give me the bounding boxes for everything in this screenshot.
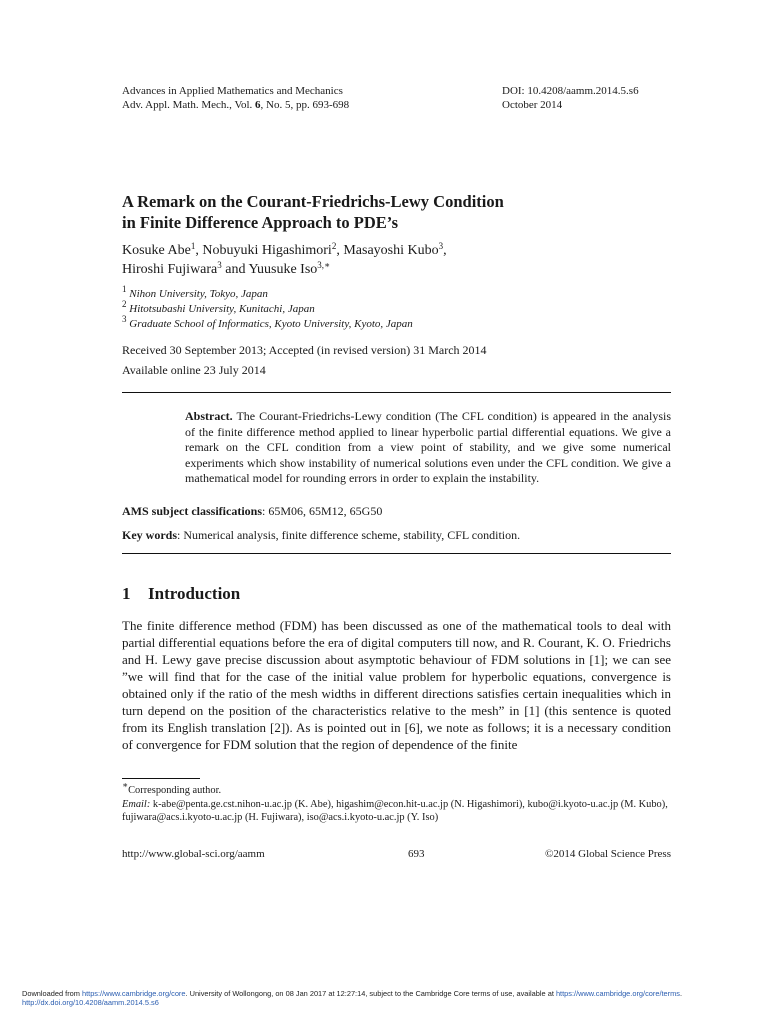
journal-url[interactable]: http://www.global-sci.org/aamm: [122, 848, 265, 860]
bottom-divider: [122, 553, 671, 554]
author-emails: Email: k-abe@penta.ge.cst.nihon-u.ac.jp (K. Abe), higashim@econ.hit-u.ac.jp (N. Higashimori), kubo@i.kyoto-u.ac.jp (M. Kubo), fujiwara@acs.i.kyoto-u.ac.jp (H. Fujiwara), iso@acs.i.kyoto-u.ac.jp (Y. Iso): [122, 798, 668, 823]
footnote: [122, 780, 671, 825]
affiliation-item: $^1$ Nihon University, Tokyo, Japan: [122, 284, 268, 300]
footnote-rule: [122, 778, 200, 779]
cambridge-core-link[interactable]: https://www.cambridge.org/core: [81, 989, 186, 998]
key-words: Key words: Numerical analysis, finite difference scheme, stability, CFL condition.: [122, 528, 521, 542]
abstract-text: The Courant-Friedrichs-Lewy condition (The CFL condition) is appeared in the analysis of the finite difference method applied to linear hyperbolic partial differential equations. We give a remark on the CFL condition from a view point of stability, and we give some numerical experiments which show instability of numerical solutions even under the CFL condition. We give a mathematical model for rounding errors in order to explain the instability.: [185, 409, 671, 486]
author-name: Hiroshi Fujiwara: [122, 262, 218, 277]
online-date: Available online 23 July 2014: [122, 363, 266, 377]
affiliations: [122, 284, 413, 332]
author-name: , Masayoshi Kubo: [336, 243, 439, 258]
author-list: Kosuke Abe$^1$, Nobuyuki Higashimori$^2$, Masayoshi Kubo$^3$, Hiroshi Fujiwara$^3$ and Yuusuke Iso$^{3,∗}$: [122, 241, 447, 277]
volume-number: 6: [255, 99, 261, 111]
received-dates: Received 30 September 2013; Accepted (in revised version) 31 March 2014: [122, 343, 487, 357]
doi-link[interactable]: http://dx.doi.org/10.4208/aamm.2014.5.s6: [22, 998, 159, 1007]
section-heading: [122, 584, 240, 604]
abstract-label: Abstract.: [185, 409, 233, 423]
journal-name: Advances in Applied Mathematics and Mechanics: [122, 85, 343, 97]
author-name: , Nobuyuki Higashimori: [195, 243, 332, 258]
copyright: ©2014 Global Science Press: [545, 848, 671, 860]
section-title: Introduction: [148, 584, 241, 603]
doi-block: [502, 84, 639, 112]
page-number: 693: [408, 848, 425, 860]
doi: DOI: 10.4208/aamm.2014.5.s6: [502, 85, 639, 97]
author-name: and Yuusuke Iso: [221, 262, 318, 277]
section-number: 1: [122, 584, 131, 603]
body-paragraph: The finite difference method (FDM) has been discussed as one of the mathematical tools to deal with partial differential equations before the era of digital computers till now, and R. Courant, K. O. Friedrichs and H. Lewy gave precise discussion about asymptotic behaviour of FDM solutions in [1]; we can see ”we will find that for the case of the initial value problem for hyperbolic equations, convergence is obtained only if the ratio of the mesh widths in different directions satisfies certain inequalities which in turn depend on the position of the characteristics relative to the mesh” in [1] (this sentence is quoted from its English translation [2]). As is pointed out in [6], we note as follows; it is a necessary condition of convergence for FDM solution that the region of dependence of the finite: [122, 618, 671, 752]
author-name: Kosuke Abe: [122, 243, 191, 258]
affiliation-item: $^2$ Hitotsubashi University, Kunitachi, Japan: [122, 299, 315, 315]
corresponding-author: ∗Corresponding author.: [122, 780, 222, 796]
journal-citation: Adv. Appl. Math. Mech., Vol. 6, No. 5, pp. 693-698: [122, 99, 350, 111]
paper-title: A Remark on the Courant-Friedrichs-Lewy Condition in Finite Difference Approach to PDE’s: [122, 192, 504, 232]
abstract: [185, 409, 671, 487]
affiliation-item: $^3$ Graduate School of Informatics, Kyoto University, Kyoto, Japan: [122, 314, 413, 330]
terms-link[interactable]: https://www.cambridge.org/core/terms: [555, 989, 680, 998]
journal-header: [122, 84, 349, 112]
top-divider: [122, 392, 671, 393]
issue-date: October 2014: [502, 99, 563, 111]
ams-classifications: AMS subject classifications: 65M06, 65M12, 65G50: [122, 504, 383, 518]
download-notice: Downloaded from https://www.cambridge.org/core. University of Wollongong, on 08 Jan 2017 at 12:27:14, subject to the Cambridge Core terms of use, available at https://www.cambridge.org/core/terms. http://dx.doi.org/10.4208/aamm.2014.5.s6: [22, 989, 683, 1007]
